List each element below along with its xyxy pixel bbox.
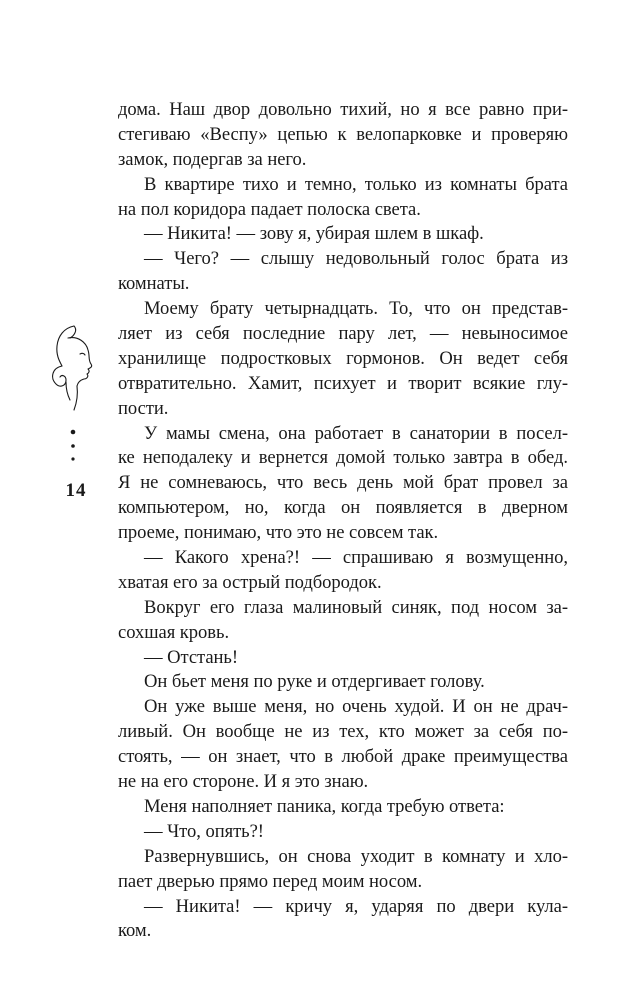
page-number: 14 <box>65 480 87 501</box>
face-line-drawing-icon <box>44 322 106 412</box>
vertical-dots-icon <box>68 428 78 464</box>
text-line: стегиваю «Веспу» цепью к велопарковке и проверяю <box>118 123 568 145</box>
text-line: замок, подергав за него. <box>118 148 307 170</box>
text-line: компьютером, но, когда он появляется в дверном <box>118 497 568 519</box>
text-line: Меня наполняет паника, когда требую ответа: <box>144 795 505 817</box>
text-line: не на его стороне. И я это знаю. <box>118 771 369 793</box>
text-line: Я не сомневаюсь, что весь день мой брат провел за <box>118 472 568 494</box>
text-line: пает дверью прямо перед моим носом. <box>118 870 423 892</box>
text-line: — Никита! — зову я, убирая шлем в шкаф. <box>144 223 484 245</box>
body-text <box>118 98 568 944</box>
text-line: Моему брату четырнадцать. То, что он представ- <box>144 298 568 320</box>
text-line: пости. <box>118 397 169 419</box>
text-line: стоять, — он знает, что в любой драке преимущества <box>118 746 568 768</box>
text-line: У мамы смена, она работает в санатории в посел- <box>144 422 568 444</box>
text-line: — Отстань! <box>144 646 239 668</box>
text-line: хранилище подростковых гормонов. Он ведет себя <box>118 347 568 369</box>
text-line: ком. <box>118 920 152 942</box>
text-line: отвратительно. Хамит, психует и творит всякие глу- <box>118 372 568 394</box>
text-line: хватая его за острый подбородок. <box>118 571 382 593</box>
text-line: — Никита! — кричу я, ударяя по двери кула- <box>144 895 568 917</box>
text-line: В квартире тихо и темно, только из комнаты брата <box>144 173 568 195</box>
text-line: проеме, понимаю, что это не совсем так. <box>118 522 439 544</box>
text-line: — Чего? — слышу недовольный голос брата из <box>144 248 568 270</box>
text-line: на пол коридора падает полоска света. <box>118 198 421 220</box>
text-line: сохшая кровь. <box>118 621 230 643</box>
text-line: ливый. Он вообще не из тех, кто может за себя по- <box>118 721 568 743</box>
text-line: Он уже выше меня, но очень худой. И он не драч- <box>144 696 568 718</box>
text-line: Вокруг его глаза малиновый синяк, под носом за- <box>144 596 568 618</box>
text-line: Развернувшись, он снова уходит в комнату и хло- <box>144 845 568 867</box>
text-line: ляет из себя последние пару лет, — невыносимое <box>118 323 568 345</box>
text-line: — Что, опять?! <box>144 820 264 842</box>
text-line: Он бьет меня по руке и отдергивает голову. <box>144 671 485 693</box>
text-line: — Какого хрена?! — спрашиваю я возмущенно, <box>144 547 568 569</box>
text-line: ке неподалеку и вернется домой только завтра в обед. <box>118 447 568 469</box>
text-line: дома. Наш двор довольно тихий, но я все равно при- <box>118 99 568 120</box>
text-line: комнаты. <box>118 273 190 295</box>
